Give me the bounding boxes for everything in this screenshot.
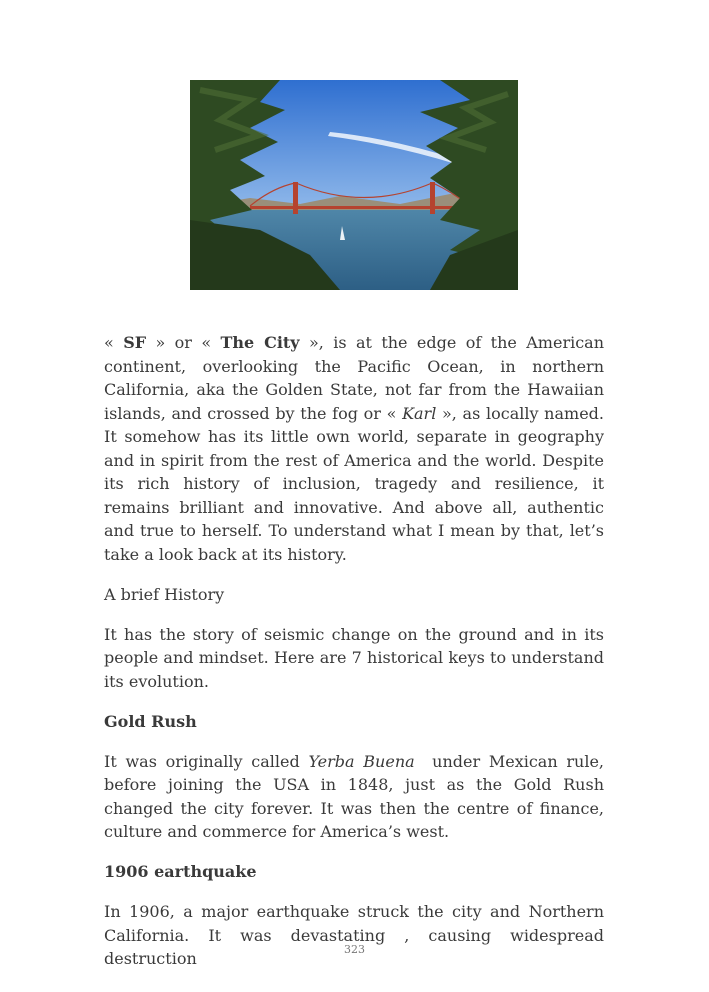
page-body [104, 331, 610, 971]
sf-term: SF [123, 333, 147, 352]
earthquake-paragraph: In 1906, a major earthquake struck the city and Northern California. It was devastating , causing widespread destruction [104, 902, 604, 968]
karl-term: Karl [402, 403, 437, 423]
gold-rush-paragraph: It was originally called Yerba Buena under Mexican rule, before joining the USA in 1848, just as the Gold Rush changed the city forever. It was then the centre of finance, culture and commerce for America’s west. [104, 751, 610, 841]
intro-paragraph: « SF » or « The City », is at the edge of the American continent, overlooking the Pacific Ocean, in northern California, aka the Golden State, not far from the Hawaiian islands, and crossed by the fog or « Karl », as locally named. It somehow has its little own world, separate in geography and in spirit from the rest of America and the world. Despite its rich history of inclusion, tragedy and resilience, it remains brilliant and innovative. And above all, authentic and true to herself. To understand what I mean by that, let’s take a look back at its history. [104, 333, 605, 564]
golden-gate-photo [190, 80, 518, 290]
gold-rush-heading: Gold Rush [104, 711, 197, 731]
history-intro-paragraph: It has the story of seismic change on the ground and in its people and mindset. Here are 7 historical keys to understand its evolution. [104, 624, 604, 691]
the-city-term: The City [220, 333, 300, 352]
page-number: 323 [344, 943, 365, 956]
yerba-buena-term: Yerba Buena [308, 751, 415, 771]
earthquake-heading: 1906 earthquake [104, 862, 257, 881]
section-title: A brief History [104, 584, 225, 604]
golden-gate-illustration [190, 80, 518, 290]
